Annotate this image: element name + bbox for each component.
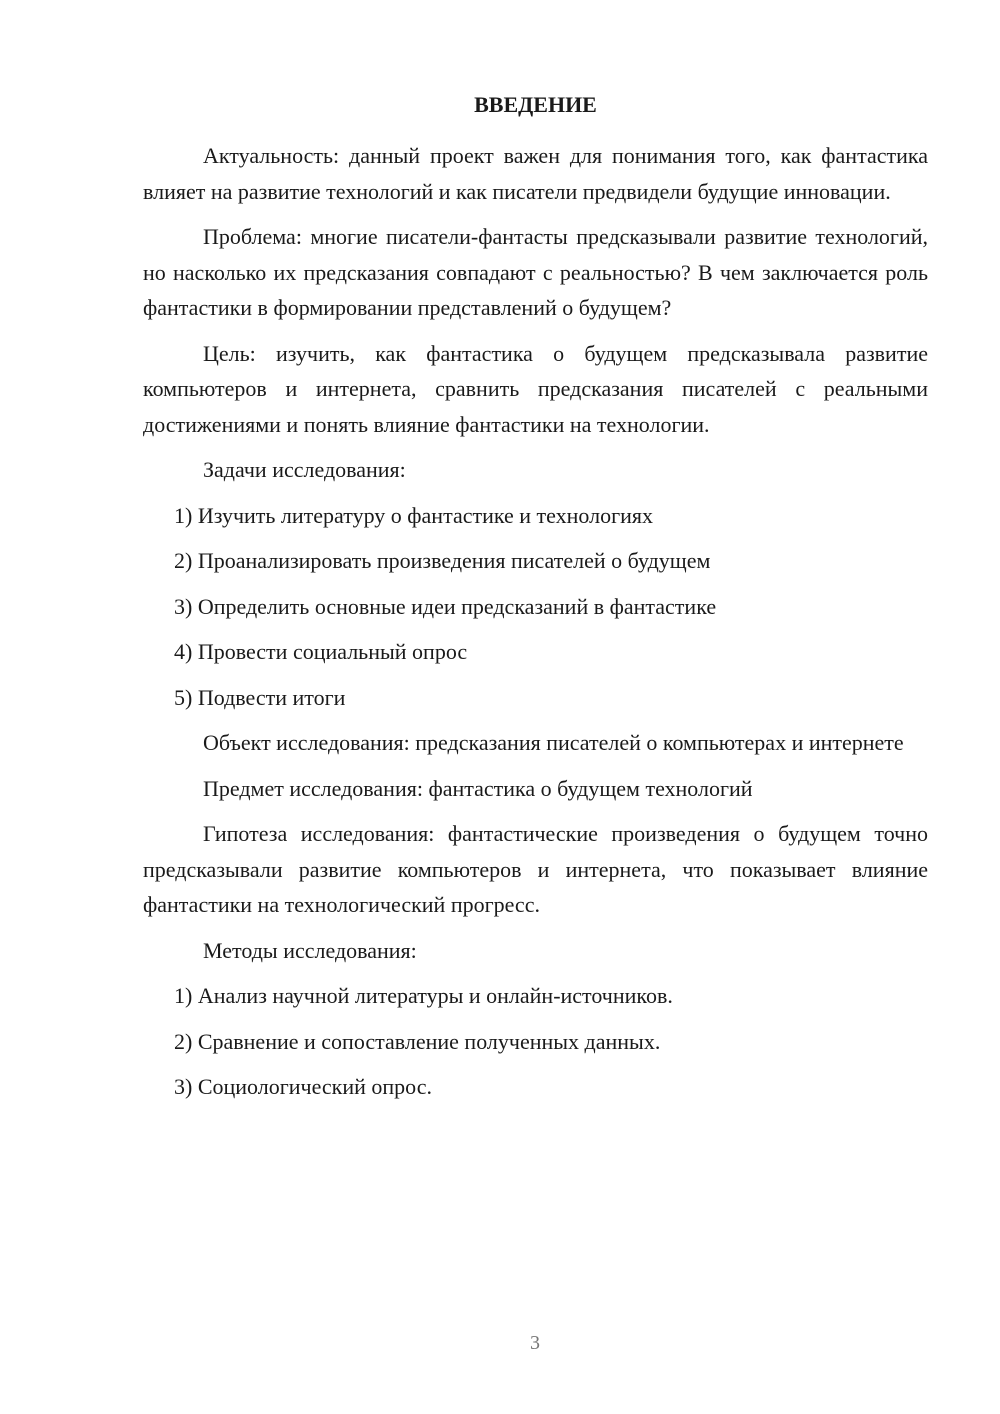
list-item: 2) Проанализировать произведения писателей о будущем	[174, 548, 711, 574]
list-item: 3) Социологический опрос.	[174, 1074, 432, 1100]
hypothesis-paragraph: Гипотеза исследования: фантастические произведения о будущем точно предсказывали развитие компьютеров и интернета, что показывает влияние фантастики на технологический прогресс.	[143, 821, 928, 918]
methods-list	[143, 978, 928, 1105]
problem-paragraph: Проблема: многие писатели-фантасты предсказывали развитие технологий, но насколько их предсказания совпадают с реальностью? В чем заключается роль фантастики в формировании представлений о будущем?	[143, 224, 928, 321]
section-title: ВВЕДЕНИЕ	[474, 92, 597, 117]
object-paragraph: Объект исследования: предсказания писателей о компьютерах и интернете	[203, 730, 904, 756]
list-item: 4) Провести социальный опрос	[174, 639, 468, 665]
list-item: 5) Подвести итоги	[174, 684, 346, 710]
list-item: 1) Изучить литературу о фантастике и технологиях	[174, 502, 654, 528]
goal-paragraph: Цель: изучить, как фантастика о будущем предсказывала развитие компьютеров и интернета, сравнить предсказания писателей с реальными достижениями и понять влияние фантастики на технологии.	[143, 340, 928, 437]
document-page	[143, 92, 928, 1115]
tasks-list	[143, 498, 928, 716]
tasks-heading: Задачи исследования:	[203, 457, 406, 483]
subject-paragraph: Предмет исследования: фантастика о будущем технологий	[203, 775, 753, 801]
list-item: 1) Анализ научной литературы и онлайн-источников.	[174, 983, 673, 1009]
relevance-paragraph: Актуальность: данный проект важен для понимания того, как фантастика влияет на развитие технологий и как писатели предвидели будущие инновации.	[143, 143, 928, 204]
list-item: 2) Сравнение и сопоставление полученных данных.	[174, 1028, 661, 1054]
methods-heading: Методы исследования:	[203, 937, 417, 963]
page-number: 3	[530, 1332, 540, 1354]
list-item: 3) Определить основные идеи предсказаний в фантастике	[174, 593, 717, 619]
